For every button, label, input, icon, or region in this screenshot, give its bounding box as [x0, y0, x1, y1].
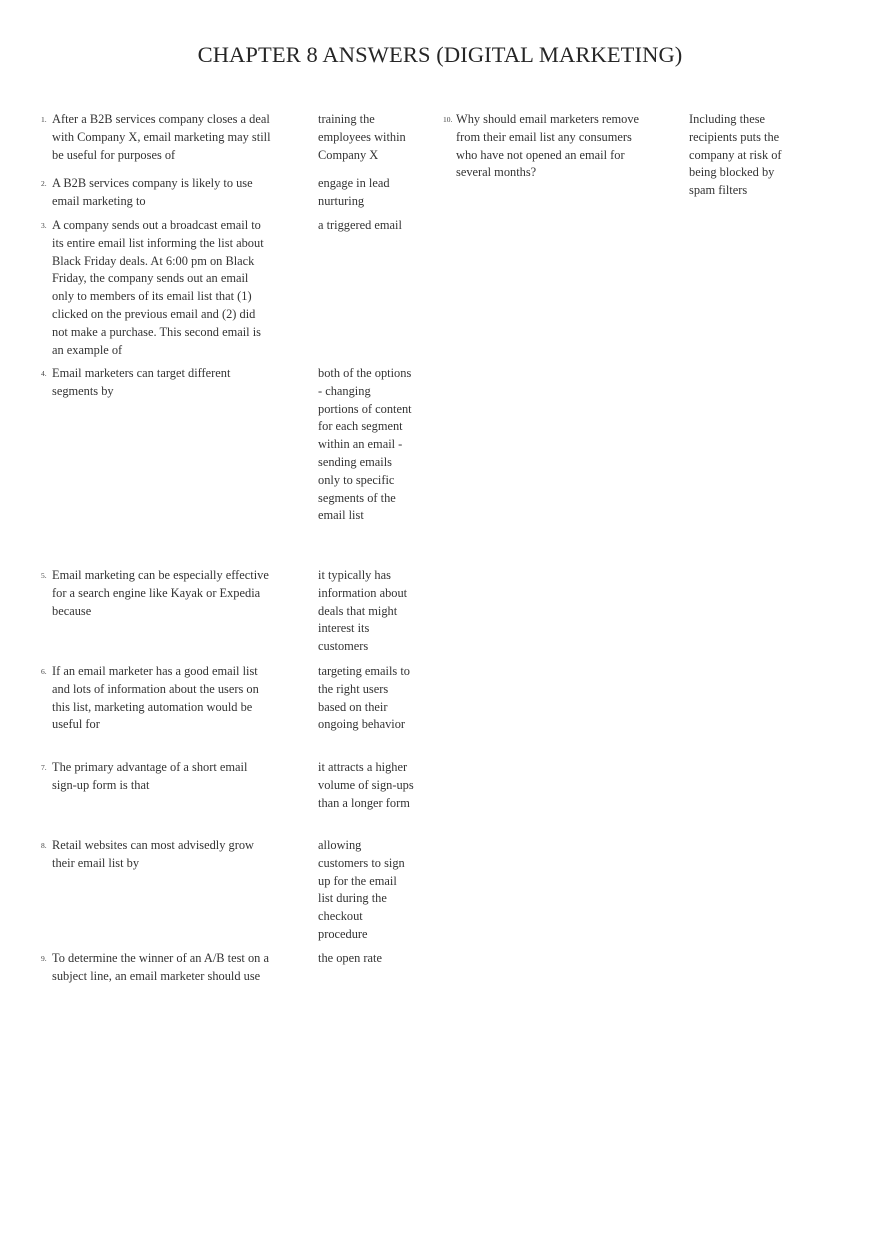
- answers-column-right: [689, 111, 791, 206]
- question-number: 10.: [443, 115, 453, 124]
- question-text: A company sends out a broadcast email to its entire email list informing the list about Black Friday deals. At 6:00 pm on Black Friday, the company sends out an email only to members of its email list that (1) clicked on the previous email and (2) did not make a purchase. This second email is an example of: [52, 218, 264, 357]
- question-text: The primary advantage of a short email sign-up form is that: [52, 760, 248, 792]
- question-item: [41, 111, 273, 169]
- answer-text: the open rate: [318, 951, 382, 965]
- question-item: [41, 759, 273, 831]
- answer-text: Including these recipients puts the company at risk of being blocked by spam filters: [689, 112, 782, 198]
- answer-text: allowing customers to sign up for the email list during the checkout procedure: [318, 838, 405, 941]
- question-item: [41, 950, 273, 1004]
- question-text: A B2B services company is likely to use email marketing to: [52, 176, 253, 208]
- question-item: [41, 365, 273, 561]
- answer-text: it typically has information about deals that might interest its customers: [318, 568, 408, 654]
- question-text: Retail websites can most advisedly grow their email list by: [52, 838, 254, 870]
- question-number: 6.: [41, 667, 47, 676]
- answer-text: targeting emails to the right users based on their ongoing behavior: [318, 664, 410, 732]
- answer-text: a triggered email: [318, 218, 402, 232]
- question-item: [41, 567, 273, 657]
- question-text: Email marketing can be especially effective for a search engine like Kayak or Expedia because: [52, 568, 269, 618]
- question-item: [41, 175, 273, 211]
- question-number: 8.: [41, 841, 47, 850]
- question-number: 4.: [41, 369, 47, 378]
- question-text: If an email marketer has a good email list and lots of information about the users on this list, marketing automation would be useful for: [52, 664, 259, 732]
- question-number: 7.: [41, 763, 47, 772]
- answer-text: it attracts a higher volume of sign-ups than a longer form: [318, 760, 414, 810]
- question-number: 3.: [41, 221, 47, 230]
- questions-column-right: [443, 111, 641, 188]
- question-number: 1.: [41, 115, 47, 124]
- questions-column-left: [41, 111, 273, 1010]
- question-number: 2.: [41, 179, 47, 188]
- answer-text: engage in lead nurturing: [318, 176, 390, 208]
- question-number: 5.: [41, 571, 47, 580]
- question-text: Email marketers can target different segments by: [52, 366, 231, 398]
- page-title: CHAPTER 8 ANSWERS (DIGITAL MARKETING): [197, 42, 683, 67]
- question-item: [41, 663, 273, 753]
- answer-text: both of the options - changing portions of content for each segment within an email - sending emails only to specific segments of the email list: [318, 366, 412, 523]
- answer-text: training the employees within Company X: [318, 112, 406, 162]
- question-text: Why should email marketers remove from their email list any consumers who have not opened an email for several months?: [456, 112, 640, 180]
- question-item: [41, 217, 273, 359]
- question-item: [41, 837, 273, 944]
- question-item: [443, 111, 641, 182]
- answers-column-left: [318, 111, 414, 1010]
- question-number: 9.: [41, 954, 47, 963]
- question-text: To determine the winner of an A/B test on a subject line, an email marketer should use: [52, 951, 269, 983]
- question-text: After a B2B services company closes a deal with Company X, email marketing may still be useful for purposes of: [52, 112, 271, 162]
